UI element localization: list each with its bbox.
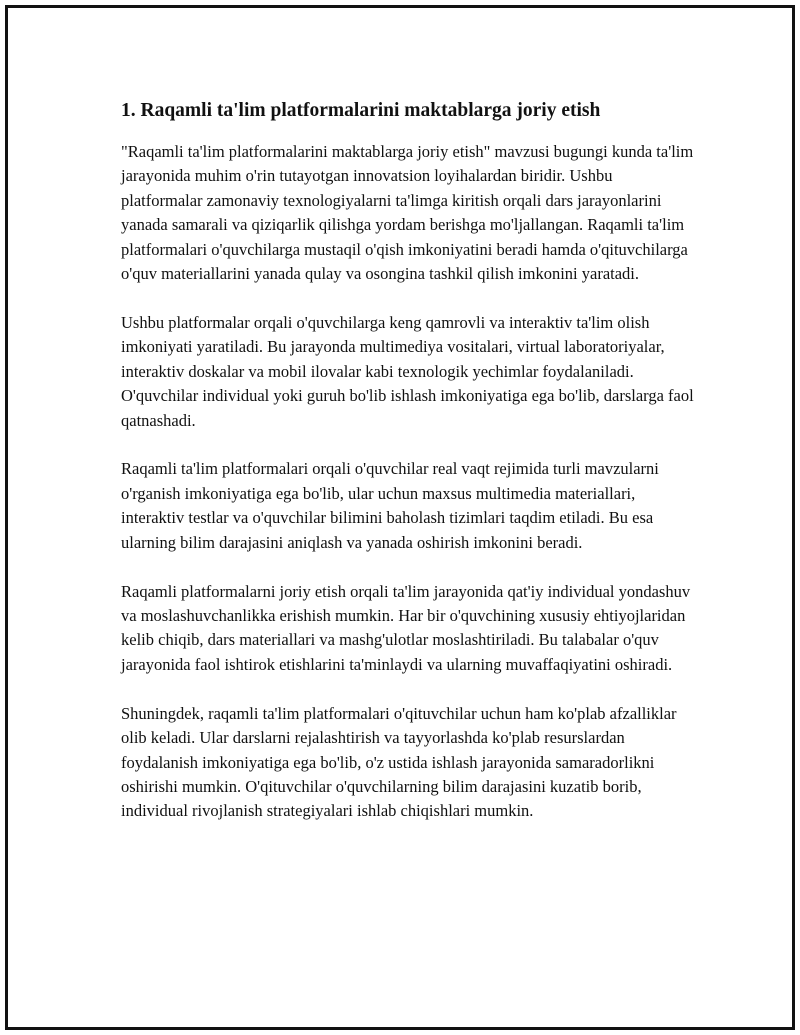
paragraph-5: Shuningdek, raqamli ta'lim platformalari o'qituvchilar uchun ham ko'plab afzalliklar olib keladi. Ular darslarni rejalashtirish va tayyorlashda ko'plab resurslardan foydalanish imkoniyatiga ega bo'lib, o'z ustida ishlash jarayonida samaradorlikni oshirishi mumkin. O'qituvchilar o'quvchilarning bilim darajasini kuzatib borib, individual rivojlanish strategiyalari ishlab chiqishlari mumkin.	[121, 703, 677, 821]
paragraph-1: "Raqamli ta'lim platformalarini maktablarga joriy etish" mavzusi bugungi kunda ta'lim jarayonida muhim o'rin tutayotgan innovatsion loyihalardan biridir. Ushbu platformalar zamonaviy texnologiyalarni ta'limga kiritish orqali dars jarayonlarini yanada samarali va qiziqarlik qilishga yordam berishga mo'ljallangan. Raqamli ta'lim platformalari o'quvchilarga mustaqil o'qish imkoniyatini beradi hamda o'qituvchilarga o'quv materiallarini yanada qulay va osongina tashkil qilish imkonini yaratadi.	[121, 142, 694, 284]
document-body	[121, 98, 696, 848]
paragraph-2: Ushbu platformalar orqali o'quvchilarga keng qamrovli va interaktiv ta'lim olish imkoniyati yaratiladi. Bu jarayonda multimediya vositalari, virtual laboratoriyalar, interaktiv doskalar va mobil ilovalar kabi texnologik yechimlar foydalaniladi. O'quvchilar individual yoki guruh bo'lib ishlash imkoniyatiga ega bo'lib, darslarga faol qatnashadi.	[121, 312, 694, 430]
paragraph-4: Raqamli platformalarni joriy etish orqali ta'lim jarayonida qat'iy individual yondashuv va moslashuvchanlikka erishish mumkin. Har bir o'quvchining xususiy ehtiyojlaridan kelib chiqib, dars materiallari va mashg'ulotlar moslashtiriladi. Bu talabalar o'quv jarayonida faol ishtirok etishlarini ta'minlaydi va ularning muvaffaqiyatini oshiradi.	[121, 581, 691, 674]
page-frame	[5, 5, 795, 1030]
section-heading: 1. Raqamli ta'lim platformalarini maktablarga joriy etish	[121, 100, 601, 121]
paragraph-3: Raqamli ta'lim platformalari orqali o'quvchilar real vaqt rejimida turli mavzularni o'rganish imkoniyatiga ega bo'lib, ular uchun maxsus multimedia materiallari, interaktiv testlar va o'quvchilar bilimini baholash tizimlari taqdim etiladi. Bu esa ularning bilim darajasini aniqlash va yanada oshirish imkonini beradi.	[121, 459, 659, 552]
